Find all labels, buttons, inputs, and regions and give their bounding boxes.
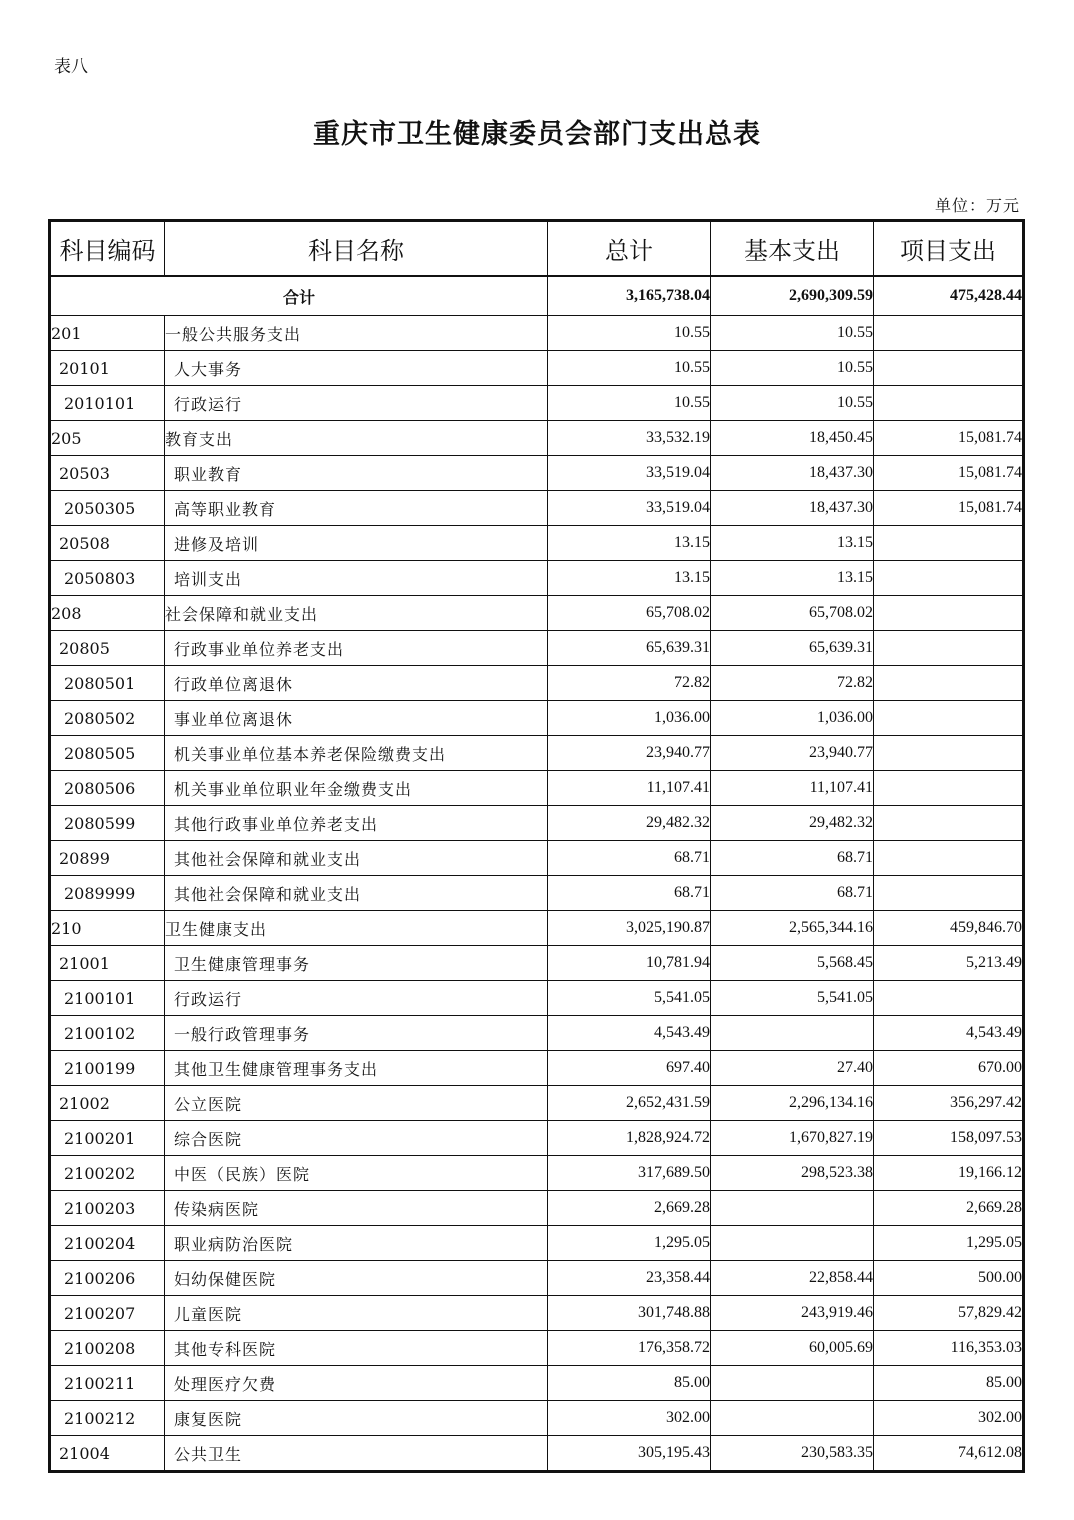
table-row <box>51 911 1023 946</box>
cell-project: 19,166.12 <box>874 1156 1023 1191</box>
cell-total: 23,940.77 <box>548 736 711 771</box>
cell-basic: 22,858.44 <box>711 1261 874 1296</box>
cell-code: 2080599 <box>51 806 165 841</box>
cell-basic: 27.40 <box>711 1051 874 1086</box>
cell-total: 85.00 <box>548 1366 711 1401</box>
cell-code: 2100206 <box>51 1261 165 1296</box>
cell-name: 人大事务 <box>165 351 548 386</box>
cell-name: 公共卫生 <box>165 1436 548 1471</box>
cell-code: 20503 <box>51 456 165 491</box>
cell-basic: 13.15 <box>711 561 874 596</box>
table-row <box>51 351 1023 386</box>
cell-name: 其他卫生健康管理事务支出 <box>165 1051 548 1086</box>
total-project: 475,428.44 <box>874 276 1023 316</box>
cell-total: 302.00 <box>548 1401 711 1436</box>
cell-total: 4,543.49 <box>548 1016 711 1051</box>
table-row <box>51 1401 1023 1436</box>
header-project: 项目支出 <box>874 222 1023 277</box>
cell-code: 208 <box>51 596 165 631</box>
cell-name: 其他行政事业单位养老支出 <box>165 806 548 841</box>
cell-basic: 68.71 <box>711 876 874 911</box>
cell-name: 中医（民族）医院 <box>165 1156 548 1191</box>
header-basic: 基本支出 <box>711 222 874 277</box>
table-row <box>51 1191 1023 1226</box>
cell-code: 2100202 <box>51 1156 165 1191</box>
cell-basic: 1,036.00 <box>711 701 874 736</box>
cell-project: 5,213.49 <box>874 946 1023 981</box>
cell-total: 5,541.05 <box>548 981 711 1016</box>
cell-code: 2100211 <box>51 1366 165 1401</box>
cell-project: 1,295.05 <box>874 1226 1023 1261</box>
cell-basic: 18,437.30 <box>711 491 874 526</box>
cell-basic: 72.82 <box>711 666 874 701</box>
cell-basic <box>711 1226 874 1261</box>
table-row <box>51 1016 1023 1051</box>
cell-total: 68.71 <box>548 841 711 876</box>
cell-code: 2010101 <box>51 386 165 421</box>
cell-code: 2100201 <box>51 1121 165 1156</box>
header-total: 总计 <box>548 222 711 277</box>
cell-basic: 60,005.69 <box>711 1331 874 1366</box>
cell-project: 4,543.49 <box>874 1016 1023 1051</box>
cell-basic: 13.15 <box>711 526 874 561</box>
table-row <box>51 316 1023 351</box>
cell-total: 1,828,924.72 <box>548 1121 711 1156</box>
cell-name: 职业病防治医院 <box>165 1226 548 1261</box>
cell-name: 其他专科医院 <box>165 1331 548 1366</box>
cell-basic: 298,523.38 <box>711 1156 874 1191</box>
table-row <box>51 1331 1023 1366</box>
unit-label: 单位：万元 <box>934 196 1020 215</box>
cell-code: 2050803 <box>51 561 165 596</box>
cell-project <box>874 841 1023 876</box>
table-row <box>51 771 1023 806</box>
cell-basic: 18,437.30 <box>711 456 874 491</box>
cell-project <box>874 771 1023 806</box>
cell-total: 72.82 <box>548 666 711 701</box>
table-row <box>51 421 1023 456</box>
cell-total: 2,652,431.59 <box>548 1086 711 1121</box>
cell-code: 21001 <box>51 946 165 981</box>
table-row <box>51 561 1023 596</box>
cell-basic: 2,565,344.16 <box>711 911 874 946</box>
cell-project <box>874 561 1023 596</box>
header-code: 科目编码 <box>51 222 165 277</box>
cell-total: 317,689.50 <box>548 1156 711 1191</box>
table-row <box>51 596 1023 631</box>
cell-name: 其他社会保障和就业支出 <box>165 841 548 876</box>
cell-name: 卫生健康管理事务 <box>165 946 548 981</box>
cell-code: 2100208 <box>51 1331 165 1366</box>
cell-total: 33,519.04 <box>548 491 711 526</box>
cell-name: 行政单位离退休 <box>165 666 548 701</box>
cell-project <box>874 526 1023 561</box>
cell-total: 1,036.00 <box>548 701 711 736</box>
cell-project <box>874 351 1023 386</box>
cell-basic: 230,583.35 <box>711 1436 874 1471</box>
cell-code: 2080501 <box>51 666 165 701</box>
cell-total: 10.55 <box>548 386 711 421</box>
table-row <box>51 876 1023 911</box>
cell-basic: 23,940.77 <box>711 736 874 771</box>
cell-total: 33,532.19 <box>548 421 711 456</box>
total-row <box>51 276 1023 316</box>
cell-code: 20508 <box>51 526 165 561</box>
cell-basic: 18,450.45 <box>711 421 874 456</box>
cell-project: 302.00 <box>874 1401 1023 1436</box>
cell-name: 事业单位离退休 <box>165 701 548 736</box>
cell-name: 综合医院 <box>165 1121 548 1156</box>
cell-project: 500.00 <box>874 1261 1023 1296</box>
cell-basic <box>711 1191 874 1226</box>
cell-total: 305,195.43 <box>548 1436 711 1471</box>
cell-total: 10,781.94 <box>548 946 711 981</box>
cell-basic <box>711 1016 874 1051</box>
cell-basic: 10.55 <box>711 386 874 421</box>
cell-name: 进修及培训 <box>165 526 548 561</box>
cell-project <box>874 981 1023 1016</box>
cell-name: 传染病医院 <box>165 1191 548 1226</box>
cell-total: 13.15 <box>548 526 711 561</box>
cell-name: 教育支出 <box>165 421 548 456</box>
cell-total: 10.55 <box>548 316 711 351</box>
cell-basic: 243,919.46 <box>711 1296 874 1331</box>
cell-basic <box>711 1401 874 1436</box>
cell-code: 2100101 <box>51 981 165 1016</box>
cell-code: 2050305 <box>51 491 165 526</box>
cell-project <box>874 666 1023 701</box>
cell-code: 210 <box>51 911 165 946</box>
cell-name: 处理医疗欠费 <box>165 1366 548 1401</box>
cell-code: 2080502 <box>51 701 165 736</box>
cell-project: 670.00 <box>874 1051 1023 1086</box>
cell-project <box>874 386 1023 421</box>
cell-basic: 5,541.05 <box>711 981 874 1016</box>
table-row <box>51 631 1023 666</box>
cell-total: 68.71 <box>548 876 711 911</box>
cell-total: 11,107.41 <box>548 771 711 806</box>
table-row <box>51 1436 1023 1471</box>
cell-code: 20805 <box>51 631 165 666</box>
cell-code: 2080505 <box>51 736 165 771</box>
cell-name: 社会保障和就业支出 <box>165 596 548 631</box>
cell-basic: 10.55 <box>711 316 874 351</box>
cell-basic: 11,107.41 <box>711 771 874 806</box>
cell-basic: 5,568.45 <box>711 946 874 981</box>
cell-code: 21002 <box>51 1086 165 1121</box>
cell-project <box>874 876 1023 911</box>
expenditure-table <box>50 221 1023 1471</box>
cell-code: 201 <box>51 316 165 351</box>
cell-project <box>874 701 1023 736</box>
cell-basic: 65,639.31 <box>711 631 874 666</box>
cell-name: 公立医院 <box>165 1086 548 1121</box>
table-row <box>51 1296 1023 1331</box>
cell-total: 2,669.28 <box>548 1191 711 1226</box>
cell-basic: 68.71 <box>711 841 874 876</box>
header-row <box>51 222 1023 277</box>
cell-project <box>874 596 1023 631</box>
total-label: 合计 <box>51 276 548 316</box>
cell-name: 职业教育 <box>165 456 548 491</box>
cell-basic <box>711 1366 874 1401</box>
cell-basic: 10.55 <box>711 351 874 386</box>
table-row <box>51 526 1023 561</box>
cell-code: 21004 <box>51 1436 165 1471</box>
cell-total: 301,748.88 <box>548 1296 711 1331</box>
cell-project: 15,081.74 <box>874 421 1023 456</box>
cell-name: 机关事业单位职业年金缴费支出 <box>165 771 548 806</box>
cell-code: 2100204 <box>51 1226 165 1261</box>
cell-project: 459,846.70 <box>874 911 1023 946</box>
cell-code: 2100207 <box>51 1296 165 1331</box>
cell-code: 2089999 <box>51 876 165 911</box>
table-row <box>51 1226 1023 1261</box>
cell-total: 65,639.31 <box>548 631 711 666</box>
cell-basic: 65,708.02 <box>711 596 874 631</box>
cell-name: 高等职业教育 <box>165 491 548 526</box>
cell-project <box>874 316 1023 351</box>
table-row <box>51 1121 1023 1156</box>
cell-name: 培训支出 <box>165 561 548 596</box>
cell-total: 33,519.04 <box>548 456 711 491</box>
table-row <box>51 1156 1023 1191</box>
cell-total: 10.55 <box>548 351 711 386</box>
cell-basic: 29,482.32 <box>711 806 874 841</box>
table-row <box>51 666 1023 701</box>
cell-total: 29,482.32 <box>548 806 711 841</box>
cell-total: 1,295.05 <box>548 1226 711 1261</box>
table-row <box>51 736 1023 771</box>
cell-name: 妇幼保健医院 <box>165 1261 548 1296</box>
cell-total: 13.15 <box>548 561 711 596</box>
cell-project: 15,081.74 <box>874 456 1023 491</box>
table-row <box>51 806 1023 841</box>
table-row <box>51 1366 1023 1401</box>
table-row <box>51 1261 1023 1296</box>
cell-code: 205 <box>51 421 165 456</box>
cell-name: 行政运行 <box>165 981 548 1016</box>
cell-name: 行政运行 <box>165 386 548 421</box>
cell-project <box>874 806 1023 841</box>
total-total: 3,165,738.04 <box>548 276 711 316</box>
page-title: 重庆市卫生健康委员会部门支出总表 <box>313 119 761 150</box>
table-row <box>51 981 1023 1016</box>
cell-project <box>874 631 1023 666</box>
cell-name: 儿童医院 <box>165 1296 548 1331</box>
cell-name: 机关事业单位基本养老保险缴费支出 <box>165 736 548 771</box>
table-row <box>51 456 1023 491</box>
cell-code: 20101 <box>51 351 165 386</box>
cell-project: 158,097.53 <box>874 1121 1023 1156</box>
cell-total: 697.40 <box>548 1051 711 1086</box>
cell-code: 2100102 <box>51 1016 165 1051</box>
cell-code: 2100203 <box>51 1191 165 1226</box>
cell-project: 2,669.28 <box>874 1191 1023 1226</box>
table-row <box>51 841 1023 876</box>
total-basic: 2,690,309.59 <box>711 276 874 316</box>
cell-project: 116,353.03 <box>874 1331 1023 1366</box>
table-row <box>51 386 1023 421</box>
table-row <box>51 1051 1023 1086</box>
cell-total: 3,025,190.87 <box>548 911 711 946</box>
cell-project: 85.00 <box>874 1366 1023 1401</box>
cell-name: 其他社会保障和就业支出 <box>165 876 548 911</box>
cell-name: 一般行政管理事务 <box>165 1016 548 1051</box>
cell-total: 176,358.72 <box>548 1331 711 1366</box>
table-row <box>51 701 1023 736</box>
cell-project: 15,081.74 <box>874 491 1023 526</box>
table-row <box>51 946 1023 981</box>
cell-project: 74,612.08 <box>874 1436 1023 1471</box>
cell-basic: 2,296,134.16 <box>711 1086 874 1121</box>
cell-code: 2100212 <box>51 1401 165 1436</box>
cell-code: 20899 <box>51 841 165 876</box>
header-name: 科目名称 <box>165 222 548 277</box>
cell-total: 65,708.02 <box>548 596 711 631</box>
cell-name: 卫生健康支出 <box>165 911 548 946</box>
cell-basic: 1,670,827.19 <box>711 1121 874 1156</box>
cell-total: 23,358.44 <box>548 1261 711 1296</box>
cell-code: 2080506 <box>51 771 165 806</box>
cell-name: 行政事业单位养老支出 <box>165 631 548 666</box>
table-row <box>51 491 1023 526</box>
cell-name: 一般公共服务支出 <box>165 316 548 351</box>
table-row <box>51 1086 1023 1121</box>
cell-project <box>874 736 1023 771</box>
cell-project: 57,829.42 <box>874 1296 1023 1331</box>
cell-code: 2100199 <box>51 1051 165 1086</box>
cell-project: 356,297.42 <box>874 1086 1023 1121</box>
table-number: 表八 <box>54 57 88 77</box>
cell-name: 康复医院 <box>165 1401 548 1436</box>
